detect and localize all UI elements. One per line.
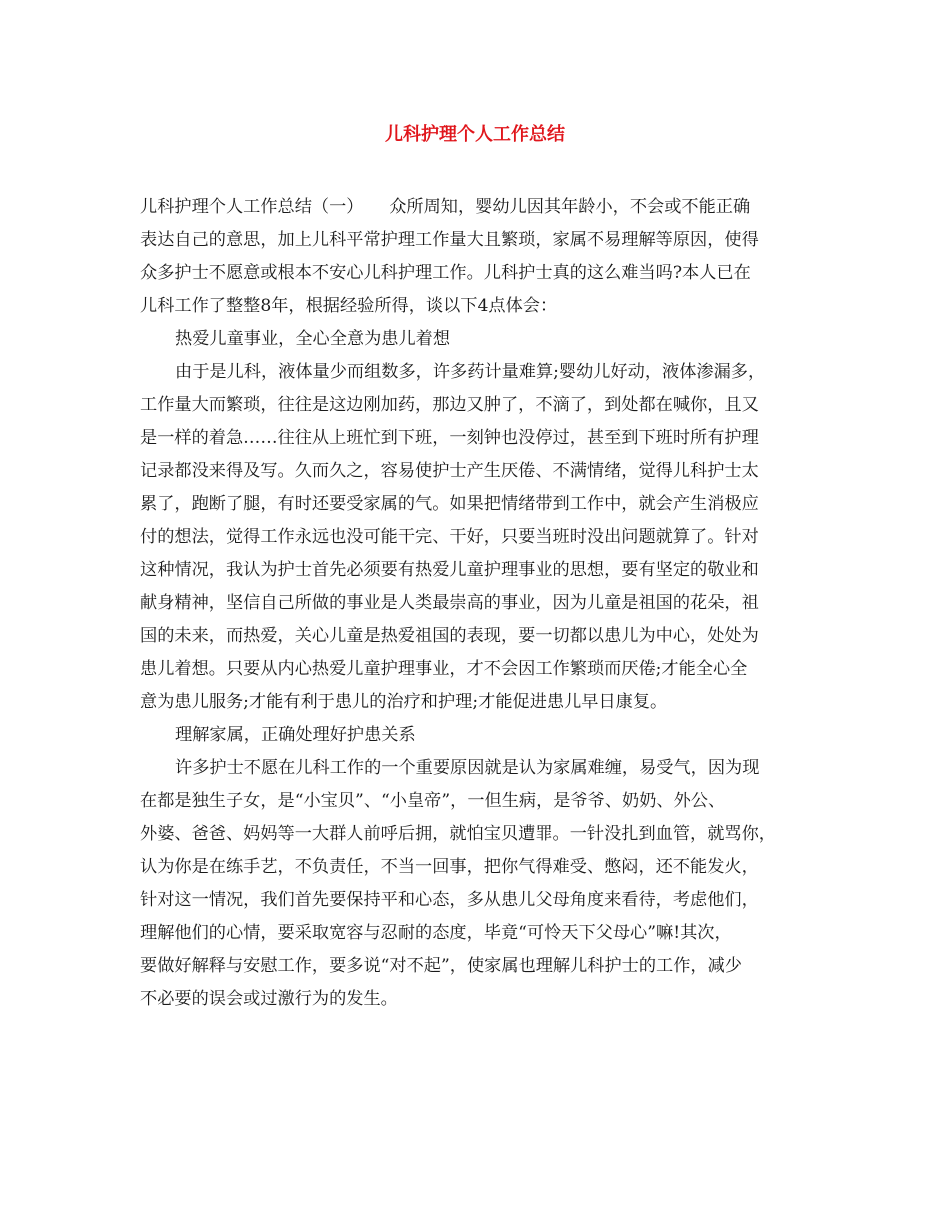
body-line: 付的想法，觉得工作永远也没可能干完、干好，只要当班时没出问题就算了。针对 [140,527,759,547]
body-line: 不必要的误会或过激行为的发生。 [140,989,398,1009]
body-line: 是一样的着急……往往从上班忙到下班，一刻钟也没停过，甚至到下班时所有护理 [140,428,759,448]
body-line: 儿科护理个人工作总结（一） 众所周知，婴幼儿因其年龄小，不会或不能正确 [140,197,751,217]
body-line: 儿科工作了整整8年，根据经验所得，谈以下4点体会： [140,296,558,316]
body-line: 累了，跑断了腿，有时还要受家属的气。如果把情绪带到工作中，就会产生消极应 [140,494,759,514]
body-line: 献身精神，坚信自己所做的事业是人类最崇高的事业，因为儿童是祖国的花朵，祖 [140,593,759,613]
body-line: 国的未来，而热爱，关心儿童是热爱祖国的表现，要一切都以患儿为中心，处处为 [140,626,759,646]
body-line: 工作量大而繁琐，往往是这边刚加药，那边又肿了，不滴了，到处都在喊你，且又 [140,395,759,415]
section-heading: 理解家属，正确处理好护患关系 [175,725,416,745]
document-title: 儿科护理个人工作总结 [385,124,565,145]
body-line: 意为患儿服务;才能有利于患儿的治疗和护理;才能促进患儿早日康复。 [140,692,668,712]
body-line: 外婆、爸爸、妈妈等一大群人前呼后拥，就怕宝贝遭罪。一针没扎到血管，就骂你， [140,824,776,844]
body-line: 表达自己的意思，加上儿科平常护理工作量大且繁琐，家属不易理解等原因，使得 [140,230,759,250]
body-line: 记录都没来得及写。久而久之，容易使护士产生厌倦、不满情绪，觉得儿科护士太 [140,461,759,481]
body-line: 患儿着想。只要从内心热爱儿童护理事业，才不会因工作繁琐而厌倦;才能全心全 [140,659,748,679]
body-line: 针对这一情况，我们首先要保持平和心态，多从患儿父母角度来看待，考虑他们， [140,890,759,910]
section-heading: 热爱儿童事业，全心全意为患儿着想 [175,329,451,349]
body-line: 这种情况，我认为护士首先必须要有热爱儿童护理事业的思想，要有坚定的敬业和 [140,560,759,580]
body-line: 理解他们的心情，要采取宽容与忍耐的态度，毕竟“可怜天下父母心”嘛!其次， [140,923,732,943]
body-line: 在都是独生子女，是“小宝贝”、“小皇帝”，一但生病，是爷爷、奶奶、外公、 [140,791,726,811]
body-line: 由于是儿科，液体量少而组数多，许多药计量难算;婴幼儿好动，液体渗漏多， [175,362,766,382]
body-line: 认为你是在练手艺，不负责任，不当一回事，把你气得难受、憋闷，还不能发火， [140,857,759,877]
body-line: 众多护士不愿意或根本不安心儿科护理工作。儿科护士真的这么难当吗?本人已在 [140,263,751,283]
body-line: 要做好解释与安慰工作，要多说“对不起”，使家属也理解儿科护士的工作，减少 [140,956,742,976]
body-line: 许多护士不愿在儿科工作的一个重要原因就是认为家属难缠，易受气，因为现 [175,758,760,778]
